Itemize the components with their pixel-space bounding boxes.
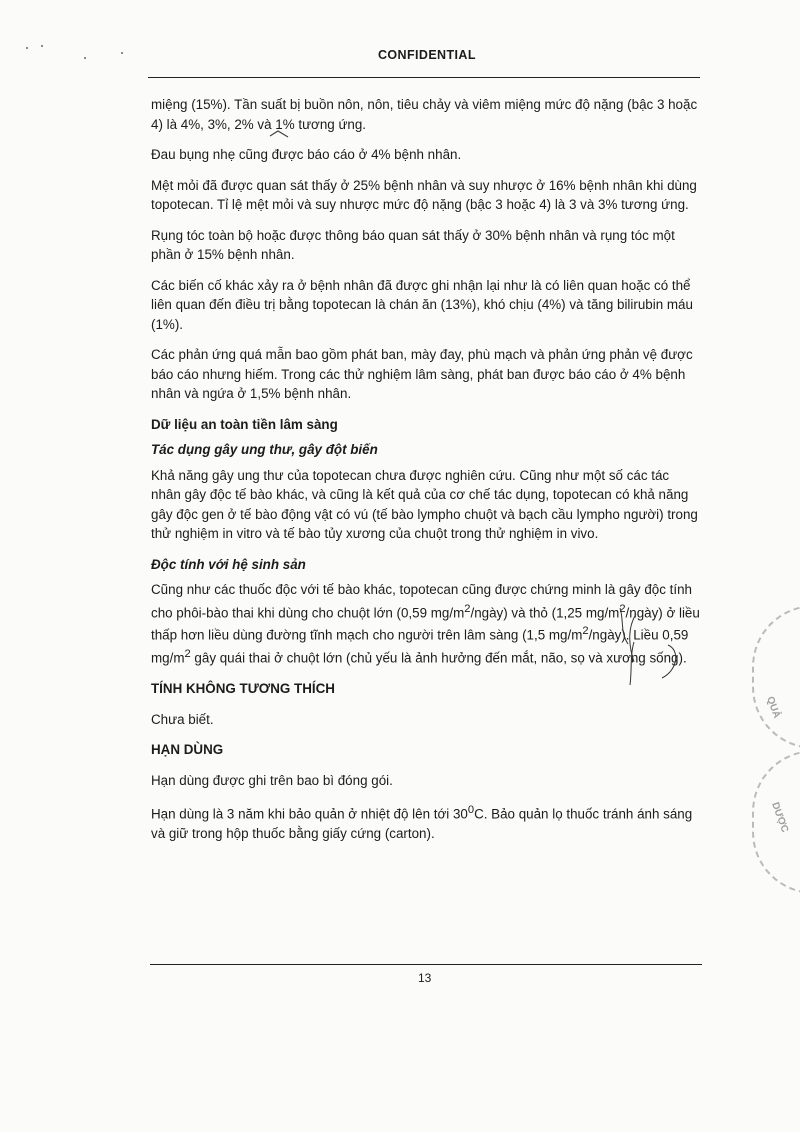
stamp-text: DƯỢC bbox=[769, 800, 791, 835]
paragraph-fatigue: Mệt mỏi đã được quan sát thấy ở 25% bệnh nhân và suy nhược ở 16% bệnh nhân khi dùng topotecan. Tỉ lệ mệt mỏi và suy nhược mức độ nặng (bậc 3 hoặc 4) là 3 và 3% tương ứng. bbox=[151, 177, 697, 212]
header-divider bbox=[148, 77, 700, 78]
stamp-seal bbox=[752, 750, 800, 894]
header-title: CONFIDENTIAL bbox=[378, 48, 476, 62]
paragraph-hypersensitivity: Các phản ứng quá mẫn bao gồm phát ban, mày đay, phù mạch và phản ứng phản vệ được báo cáo nhưng hiếm. Trong các thử nghiệm lâm sàng, phát ban được báo cáo ở 4% bệnh nhân và ngứa ở 1,5% bệnh nhân. bbox=[151, 347, 693, 401]
paragraph-incompatibilities: Chưa biết. bbox=[151, 711, 214, 727]
paragraph-shelf-life-label: Hạn dùng được ghi trên bao bì đóng gói. bbox=[151, 772, 393, 788]
text-segment: Hạn dùng là 3 năm khi bảo quản ở nhiệt độ lên tới 30 bbox=[151, 806, 468, 822]
text-segment: gây quái thai ở chuột lớn (chủ yếu là ảnh hưởng đến mắt, não, sọ và xương sống). bbox=[190, 650, 687, 666]
paragraph-alopecia: Rụng tóc toàn bộ hoặc được thông báo quan sát thấy ở 30% bệnh nhân và rụng tóc một phần ở 15% bệnh nhân. bbox=[151, 227, 675, 262]
paragraph-nausea: miệng (15%). Tần suất bị buồn nôn, nôn, tiêu chảy và viêm miệng mức độ nặng (bậc 3 hoặc 4) là 4%, 3%, 2% và 1% tương ứng. bbox=[151, 97, 698, 132]
heading-incompatibilities: TÍNH KHÔNG TƯƠNG THÍCH bbox=[151, 681, 335, 697]
scan-speck bbox=[41, 45, 43, 47]
stamp-text: QUẢ bbox=[764, 695, 783, 720]
heading-preclinical-safety: Dữ liệu an toàn tiền lâm sàng bbox=[151, 416, 338, 432]
heading-carcinogenicity: Tác dụng gây ung thư, gây đột biến bbox=[151, 442, 378, 457]
footer-divider bbox=[150, 964, 702, 965]
superscript: 2 bbox=[619, 602, 626, 615]
tick-mark-annotation bbox=[268, 128, 292, 140]
page-body bbox=[151, 95, 701, 855]
superscript: 2 bbox=[464, 602, 471, 615]
text-segment: /ngày). Liều 0,59 mg/m bbox=[151, 627, 689, 666]
paragraph-carcinogenicity: Khả năng gây ung thư của topotecan chưa được nghiên cứu. Cũng như một số các tác nhân gây độc tế bào khác, và cũng là kết quả của cơ chế tác dụng, topotecan có khả năng gây độc gen ở tế bào động vật có vú (tế bào lympho chuột và bạch cầu lympho người) trong thử nghiệm in vitro và tế bào tủy xương của chuột trong thử nghiệm in vivo. bbox=[151, 467, 698, 541]
scan-speck bbox=[26, 47, 28, 49]
text-segment: /ngày) và thỏ (1,25 mg/m bbox=[470, 604, 620, 620]
text-segment: Cũng như các thuốc độc với tế bào khác, topotecan cũng được chứng minh là gây độc tính cho phôi-bào thai khi dùng cho chuột lớn (0,59 mg/m bbox=[151, 582, 692, 620]
heading-reproductive-toxicity: Độc tính với hệ sinh sản bbox=[151, 556, 306, 572]
page-number: 13 bbox=[418, 971, 432, 985]
paragraph-other-events: Các biến cố khác xảy ra ở bệnh nhân đã được ghi nhận lại như là có liên quan hoặc có thể liên quan đến điều trị bằng topotecan là chán ăn (13%), khó chịu (4%) và tăng bilirubin máu (1%). bbox=[151, 277, 693, 332]
superscript: 0 bbox=[467, 804, 475, 817]
scan-speck bbox=[84, 57, 86, 59]
paragraph-abdominal-pain: Đau bụng nhẹ cũng được báo cáo ở 4% bệnh nhân. bbox=[151, 147, 462, 162]
handwritten-annotation bbox=[590, 600, 700, 700]
text-segment: /ngày) ở liều thấp hơn liều dùng đường tĩnh mạch cho người trên lâm sàng (1,5 mg/m bbox=[151, 604, 700, 643]
text-segment: C. Bảo quản lọ thuốc tránh ánh sáng và giữ trong hộp thuốc bằng giấy cứng (carton). bbox=[151, 806, 693, 842]
heading-shelf-life: HẠN DÙNG bbox=[151, 742, 224, 758]
stamp-seal bbox=[752, 605, 800, 749]
superscript: 2 bbox=[184, 648, 191, 661]
scan-speck bbox=[121, 52, 123, 54]
superscript: 2 bbox=[582, 625, 589, 638]
paragraph-storage bbox=[151, 801, 701, 843]
